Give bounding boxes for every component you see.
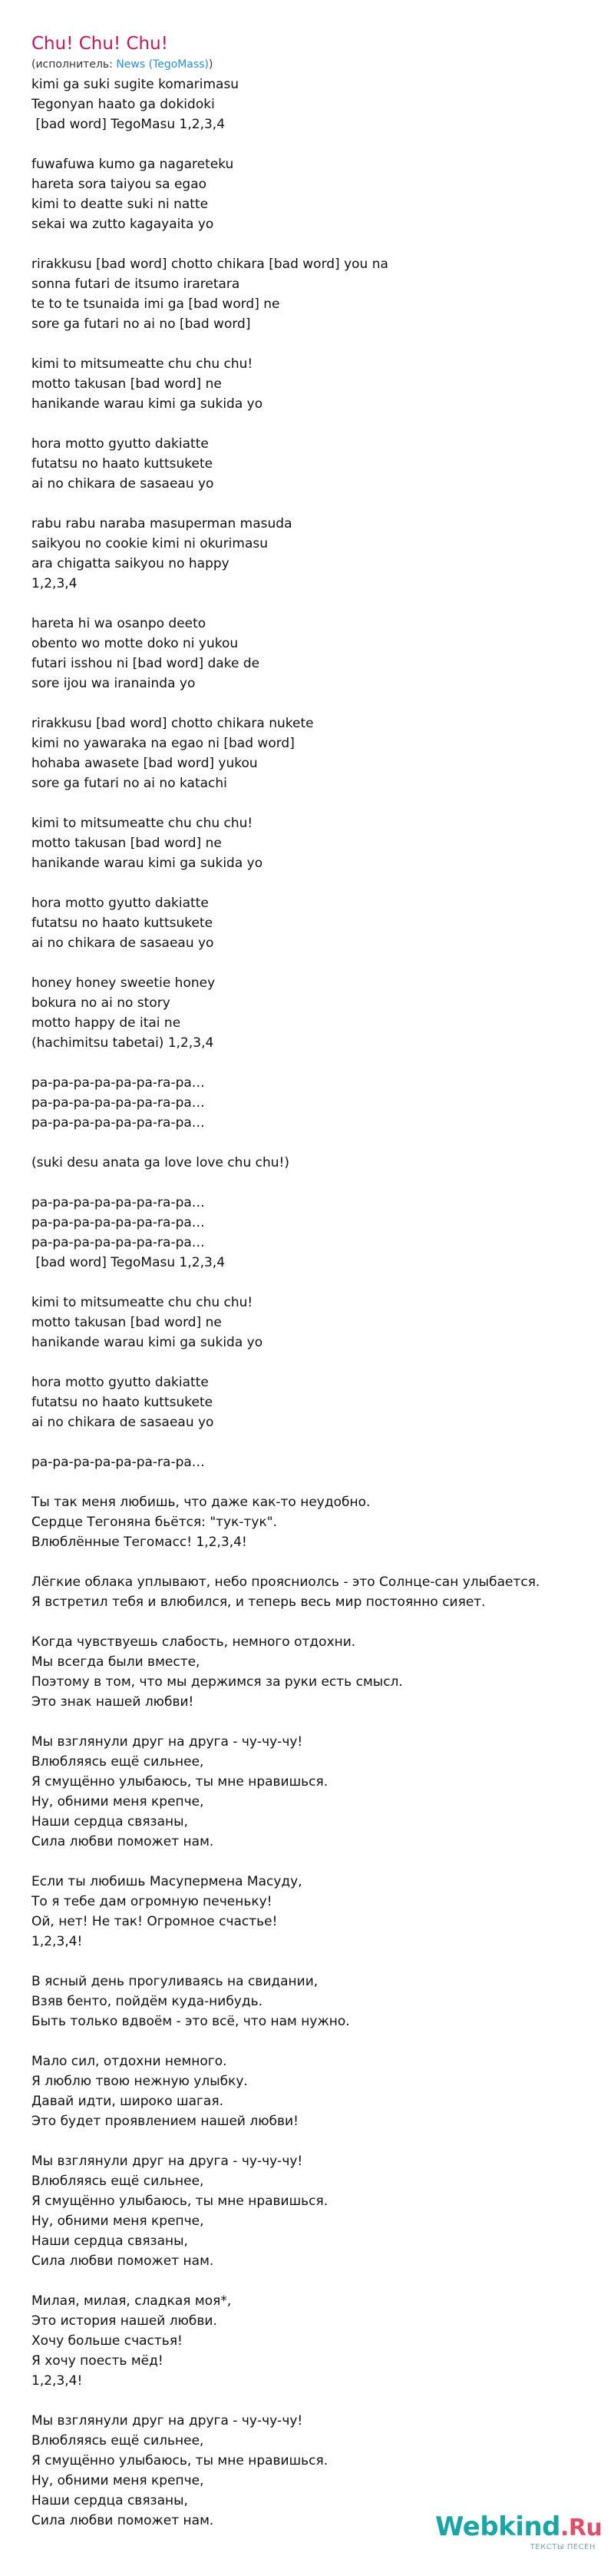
lyrics-line: 1,2,3,4! [31,1934,83,1949]
lyrics-line: Я смущённо улыбаюсь, ты мне нравишься. [31,1774,328,1790]
lyrics-line: Наши сердца связаны, [31,2233,188,2249]
lyrics-line: Ой, нет! Не так! Огромное счастье! [31,1914,278,1929]
logo-tagline: ТЕКСТЫ ПЕСЕН [530,2543,596,2551]
lyrics-line: kimi to mitsumeatte chu chu chu! [31,356,253,372]
lyrics-line: Хочу больше счастья! [31,2333,183,2349]
lyrics-blank-line [31,2391,599,2411]
lyrics-line: [bad word] TegoMasu 1,2,3,4 [31,1255,226,1270]
lyrics-line: kimi to mitsumeatte chu chu chu! [31,1295,253,1310]
lyrics-line: Влюбляясь ещё сильнее, [31,1754,204,1770]
lyrics-line: Влюбляясь ещё сильнее, [31,2433,204,2449]
lyrics-blank-line [31,1273,599,1293]
logo-wordmark [435,2511,602,2544]
lyrics-line: pa-pa-pa-pa-pa-pa-ra-pa… [31,1115,205,1131]
lyrics-line: ai no chikara de sasaeau yo [31,935,214,951]
lyrics-line: motto takusan [bad word] ne [31,1315,222,1330]
lyrics-line: futatsu no haato kuttsukete [31,916,213,931]
lyrics-line: Это будет проявлением нашей любви! [31,2114,299,2129]
lyrics-blank-line [31,414,599,434]
lyrics-line: Мало сил, отдохни немного. [31,2054,227,2069]
lyrics-blank-line [31,334,599,354]
lyrics-line: В ясный день прогуливаясь на свидании, [31,1974,319,1989]
lyrics-line: fuwafuwa kumo ga nagareteku [31,157,234,172]
lyrics-line: rirakkusu [bad word] chotto chikara nukete [31,716,314,731]
lyrics-blank-line [31,1173,599,1193]
lyrics-line: bokura no ai no story [31,995,170,1011]
lyrics-blank-line [31,2271,599,2291]
artist-suffix: ) [209,58,213,71]
lyrics-blank-line [31,694,599,714]
lyrics-line: sonna futari de itsumo iraretara [31,276,240,292]
lyrics-line: (suki desu anata ga love love chu chu!) [31,1155,289,1170]
lyrics-line: motto takusan [bad word] ne [31,376,222,392]
lyrics-line: pa-pa-pa-pa-pa-pa-ra-pa… [31,1075,205,1091]
lyrics-line: Когда чувствуешь слабость, немного отдохни. [31,1634,356,1650]
lyrics-line: Я встретил тебя и влюбился, и теперь весь мир постоянно сияет. [31,1594,486,1610]
lyrics-line: Влюблённые Тегомасс! 1,2,3,4! [31,1535,247,1550]
lyrics-line: 1,2,3,4 [31,576,78,591]
artist-line [31,57,213,72]
lyrics-blank-line [31,873,599,893]
artist-prefix: (исполнитель: [31,58,117,71]
lyrics-line: Если ты любишь Масупермена Масуду, [31,1874,302,1889]
lyrics-line: futari isshou ni [bad word] dake de [31,656,260,671]
lyrics-line: sekai wa zutto kagayaita yo [31,217,214,232]
lyrics-line: Я смущённо улыбаюсь, ты мне нравишься. [31,2194,328,2209]
lyrics-blank-line [31,1712,599,1732]
lyrics-line: rabu rabu naraba masuperman masuda [31,516,292,531]
lyrics-line: te to te tsunaida imi ga [bad word] ne [31,296,280,312]
lyrics-line: rirakkusu [bad word] chotto chikara [bad word] you na [31,257,388,272]
lyrics-line: ai no chikara de sasaeau yo [31,476,214,492]
lyrics-line: [bad word] TegoMasu 1,2,3,4 [31,117,226,132]
lyrics-line: Я люблю твою нежную улыбку. [31,2074,248,2089]
lyrics-line: pa-pa-pa-pa-pa-pa-ra-pa… [31,1095,205,1111]
lyrics-line: pa-pa-pa-pa-pa-pa-ra-pa… [31,1235,205,1250]
lyrics-blank-line [31,1053,599,1073]
lyrics-line: honey honey sweetie honey [31,975,216,991]
lyrics-line: Tegonyan haato ga dokidoki [31,97,215,112]
lyrics-line: sore ga futari no ai no katachi [31,776,227,791]
lyrics-line: pa-pa-pa-pa-pa-pa-ra-pa… [31,1455,205,1470]
lyrics-line: motto takusan [bad word] ne [31,836,222,851]
song-title: Chu! Chu! Chu! [31,34,168,54]
artist-link[interactable]: News (TegoMass) [116,58,210,71]
lyrics-line: pa-pa-pa-pa-pa-pa-ra-pa… [31,1195,205,1210]
lyrics-line: Мы взглянули друг на друга - чу-чу-чу! [31,1734,303,1750]
logo-web: Web [435,2511,499,2542]
lyrics-line: sore ijou wa iranainda yo [31,676,196,691]
lyrics-line: Это история нашей любви. [31,2313,217,2329]
lyrics-line: Быть только вдвоём - это всё, что нам нужно. [31,2014,350,2029]
lyrics-line: hareta sora taiyou sa egao [31,177,207,192]
lyrics-blank-line [31,234,599,254]
lyrics-line: Сила любви поможет нам. [31,2513,214,2528]
lyrics-blank-line [31,953,599,973]
lyrics-blank-line [31,1952,599,1972]
lyrics-line: kimi to deatte suki ni natte [31,197,209,212]
lyrics-line: Сила любви поможет нам. [31,2253,214,2269]
lyrics-line: Давай идти, широко шагая. [31,2094,223,2109]
lyrics-line: kimi to mitsumeatte chu chu chu! [31,816,253,831]
lyrics-line: hanikande warau kimi ga sukida yo [31,396,263,412]
lyrics-line: Поэтому в том, что мы держимся за руки есть смысл. [31,1674,403,1690]
lyrics-blank-line [31,134,599,154]
lyrics-blank-line [31,1472,599,1492]
lyrics-line: То я тебе дам огромную печеньку! [31,1894,272,1909]
lyrics-blank-line [31,494,599,514]
lyrics-line: Наши сердца связаны, [31,1814,188,1829]
lyrics-line: Мы взглянули друг на друга - чу-чу-чу! [31,2413,303,2429]
lyrics-line: Ну, обними меня крепче, [31,2213,204,2229]
lyrics-line: kimi no yawaraka na egao ni [bad word] [31,736,295,751]
lyrics-blank-line [31,1852,599,1872]
lyrics-line: pa-pa-pa-pa-pa-pa-ra-pa… [31,1215,205,1230]
lyrics-blank-line [31,594,599,614]
lyrics-line: 1,2,3,4! [31,2373,83,2389]
logo-kind: kind [498,2511,561,2542]
webkind-logo[interactable] [435,2511,600,2554]
lyrics-line: kimi ga suki sugite komarimasu [31,77,239,92]
lyrics-line: Влюбляясь ещё сильнее, [31,2174,204,2189]
lyrics-line: Я смущённо улыбаюсь, ты мне нравишься. [31,2453,328,2468]
lyrics-line: Ты так меня любишь, что даже как-то неудобно. [31,1495,371,1510]
lyrics-line: futatsu no haato kuttsukete [31,1395,213,1410]
lyrics-line: Я хочу поесть мёд! [31,2353,163,2369]
lyrics-line: ai no chikara de sasaeau yo [31,1415,214,1430]
lyrics-line: Милая, милая, сладкая моя*, [31,2293,232,2309]
lyrics-line: ara chigatta saikyou no happy [31,556,229,571]
lyrics-line: (hachimitsu tabetai) 1,2,3,4 [31,1035,214,1051]
lyrics-line: Ну, обними меня крепче, [31,2473,204,2488]
lyrics-blank-line [31,2131,599,2151]
lyrics-line: hareta hi wa osanpo deeto [31,616,206,631]
lyrics-line: Сердце Тегоняна бьётся: "тук-тук". [31,1515,277,1530]
logo-ru: .Ru [560,2515,602,2541]
lyrics-line: Мы взглянули друг на друга - чу-чу-чу! [31,2154,303,2169]
lyrics-line: hora motto gyutto dakiatte [31,1375,209,1390]
lyrics-line: sore ga futari no ai no [bad word] [31,316,251,332]
lyrics-line: Взяв бенто, пойдём куда-нибудь. [31,1994,263,2009]
lyrics-blank-line [31,793,599,813]
lyrics-line: hanikande warau kimi ga sukida yo [31,856,263,871]
lyrics-line: Это знак нашей любви! [31,1694,194,1710]
lyrics-line: motto happy de itai ne [31,1015,181,1031]
lyrics-blank-line [31,1353,599,1372]
lyrics-line: hora motto gyutto dakiatte [31,896,209,911]
lyrics-line: Мы всегда были вместе, [31,1654,200,1670]
lyrics-blank-line [31,1552,599,1572]
lyrics-line: hohaba awasete [bad word] yukou [31,756,258,771]
lyrics-line: obento wo motte doko ni yukou [31,636,239,651]
lyrics-blank-line [31,1612,599,1632]
lyrics-blank-line [31,1432,599,1452]
lyrics-line: futatsu no haato kuttsukete [31,456,213,472]
lyrics-blank-line [31,1133,599,1153]
lyrics-line: Ну, обними меня крепче, [31,1794,204,1809]
lyrics-line: hora motto gyutto dakiatte [31,436,209,452]
lyrics-line: Лёгкие облака уплывают, небо проясниолсь - это Солнце-сан улыбается. [31,1574,540,1590]
lyrics-line: hanikande warau kimi ga sukida yo [31,1335,263,1350]
lyrics-line: Сила любви поможет нам. [31,1834,214,1849]
lyrics-blank-line [31,2031,599,2051]
lyrics-line: Наши сердца связаны, [31,2493,188,2508]
lyrics-text [31,74,599,2531]
lyrics-line: saikyou no cookie kimi ni okurimasu [31,536,269,551]
